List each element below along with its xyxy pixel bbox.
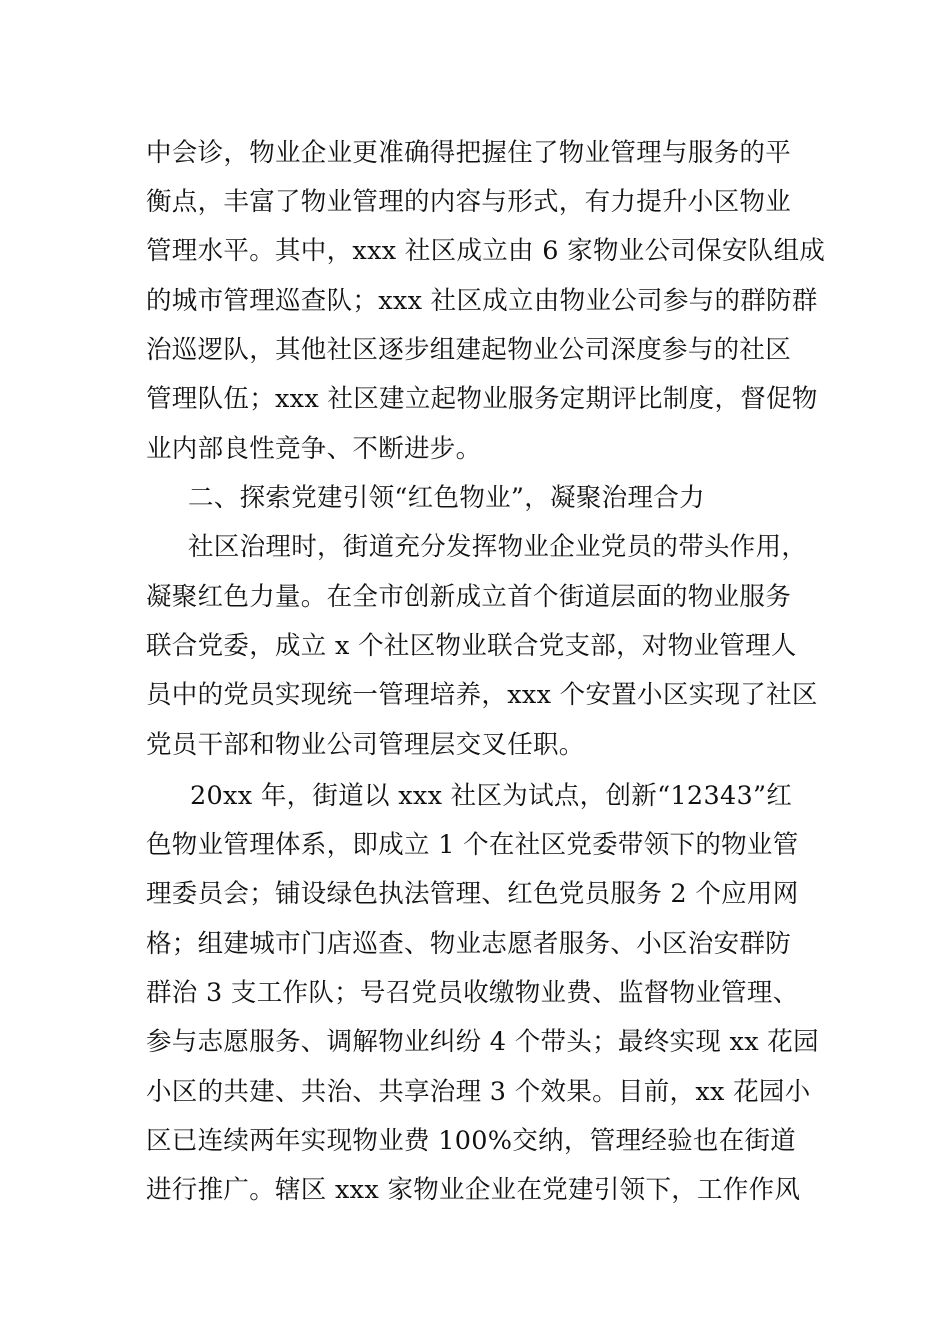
text-line: 色物业管理体系，即成立 1 个在社区党委带领下的物业管 (146, 830, 799, 860)
text-line: 治巡逻队，其他社区逐步组建起物业公司深度参与的社区 (146, 335, 792, 365)
text-line: 区已连续两年实现物业费 100%交纳，管理经验也在街道 (146, 1126, 797, 1156)
text-line: 格；组建城市门店巡查、物业志愿者服务、小区治安群防 (146, 929, 792, 959)
text-line: 社区治理时，街道充分发挥物业企业党员的带头作用， (188, 532, 808, 562)
section-heading: 二、探索党建引领“红色物业”，凝聚治理合力 (188, 483, 705, 513)
text-line: 党员干部和物业公司管理层交叉任职。 (146, 730, 585, 760)
text-line: 进行推广。辖区 xxx 家物业企业在党建引领下，工作作风 (146, 1175, 801, 1205)
text-line: 20xx 年，街道以 xxx 社区为试点，创新“12343”红 (190, 781, 793, 811)
text-line: 参与志愿服务、调解物业纠纷 4 个带头；最终实现 xx 花园 (146, 1027, 819, 1057)
text-line: 的城市管理巡查队；xxx 社区成立由物业公司参与的群防群 (146, 286, 818, 316)
text-line: 管理水平。其中，xxx 社区成立由 6 家物业公司保安队组成 (146, 236, 826, 266)
text-line: 业内部良性竞争、不断进步。 (146, 434, 482, 464)
text-line: 员中的党员实现统一管理培养，xxx 个安置小区实现了社区 (146, 680, 818, 710)
text-line: 联合党委，成立 x 个社区物业联合党支部，对物业管理人 (146, 631, 797, 661)
text-line: 中会诊，物业企业更准确得把握住了物业管理与服务的平 (146, 138, 792, 168)
text-line: 小区的共建、共治、共享治理 3 个效果。目前，xx 花园小 (146, 1077, 811, 1107)
text-line: 理委员会；铺设绿色执法管理、红色党员服务 2 个应用网 (146, 879, 799, 909)
text-line: 衡点，丰富了物业管理的内容与形式，有力提升小区物业 (146, 187, 792, 217)
text-line: 管理队伍；xxx 社区建立起物业服务定期评比制度，督促物 (146, 384, 818, 414)
text-line: 凝聚红色力量。在全市创新成立首个街道层面的物业服务 (146, 582, 792, 612)
text-line: 群治 3 支工作队；号召党员收缴物业费、监督物业管理、 (146, 978, 799, 1008)
